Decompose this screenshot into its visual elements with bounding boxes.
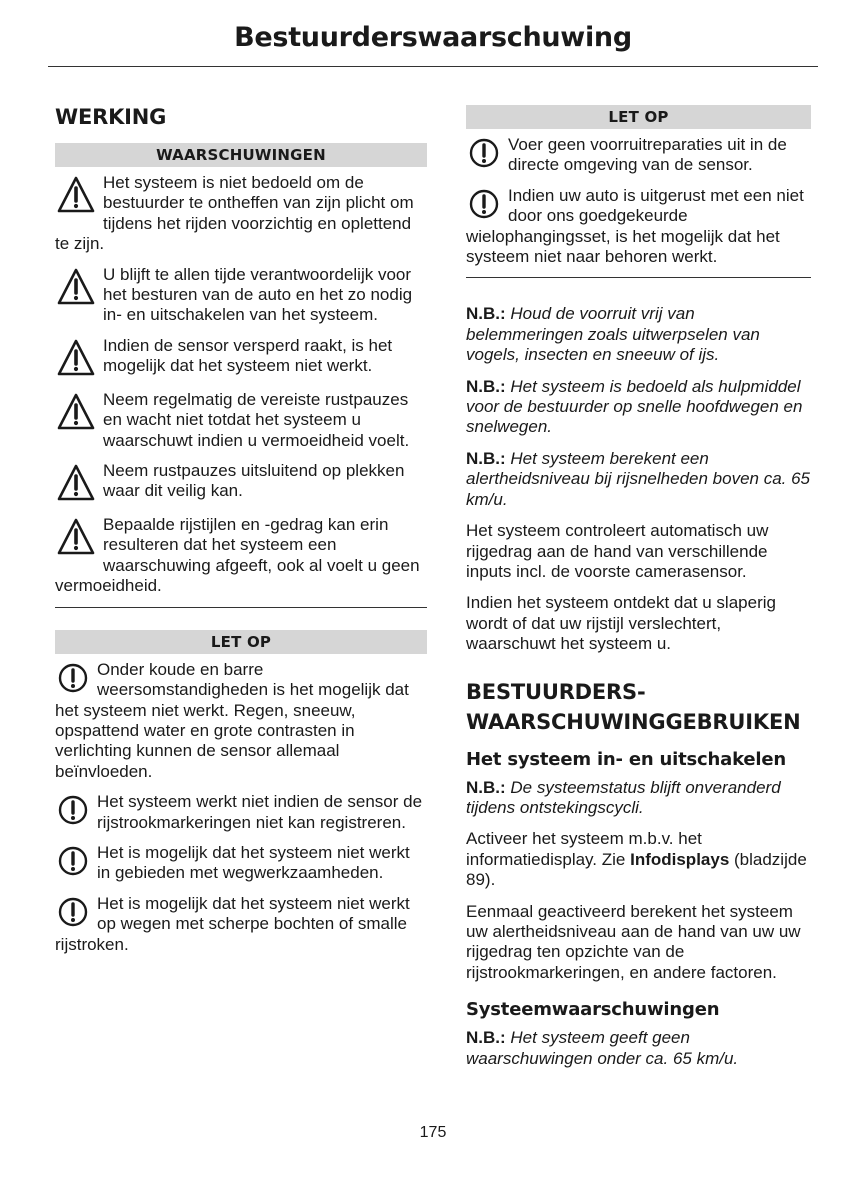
caution-circle-icon (57, 845, 89, 879)
list-item (55, 173, 427, 255)
list-item-text: Voer geen voorruitreparaties uit in de directe omgeving van de sensor. (508, 135, 787, 175)
warning-triangle-icon (57, 338, 95, 378)
note-label: N.B.: (466, 304, 506, 324)
body-paragraph: Eenmaal geactiveerd berekent het systeem uw alertheidsniveau aan de hand van uw uw rijgedrag ten opzichte van de rijstrookmarkeringen, en andere factoren. (466, 901, 801, 982)
list-item-text: Het systeem is niet bedoeld om de bestuurder te ontheffen van zijn plicht om tijdens het rijden voorzichtig en oplettend te zijn. (55, 173, 414, 254)
section-heading-gebruiken (466, 677, 811, 737)
caution-circle-icon (57, 896, 89, 930)
list-item-text: Indien uw auto is uitgerust met een niet door ons goedgekeurde wielophangingsset, is het mogelijk dat het systeem niet naar behoren werkt. (466, 185, 804, 267)
caution-box-left (55, 630, 427, 955)
list-item-text: Onder koude en barre weersomstandigheden is het mogelijk dat het systeem niet werkt. Regen, sneeuw, opspattend water en grote contrasten in verlichting kunnen de sensor allemaal beïnvloeden. (55, 659, 409, 781)
list-item-text: Indien de sensor versperd raakt, is het mogelijk dat het systeem niet werkt. (103, 335, 393, 376)
list-item (55, 390, 427, 451)
section-heading-line: BESTUURDERS- (466, 679, 646, 704)
note-label: N.B.: (466, 777, 506, 797)
list-item (466, 135, 811, 176)
list-item-text: U blijft te allen tijde verantwoordelijk voor het besturen van de auto en het zo nodig in- en uitschakelen van het systeem. (103, 264, 413, 325)
list-item (466, 186, 811, 268)
caution-box-right (466, 105, 811, 278)
warnings-box-divider (55, 607, 427, 608)
subheading-systeemwaarschuwingen: Systeemwaarschuwingen (466, 999, 720, 1021)
warning-triangle-icon (57, 175, 95, 215)
caution-circle-icon (468, 188, 500, 222)
body-paragraph: Het systeem controleert automatisch uw rijgedrag aan de hand van verschillende inputs incl. de voorste camerasensor. (466, 521, 769, 581)
note-paragraph (466, 778, 811, 819)
list-item (55, 265, 427, 326)
cross-reference-link[interactable]: Infodisplays (630, 849, 730, 869)
page-number: 175 (419, 1124, 447, 1141)
warning-triangle-icon (57, 463, 95, 503)
caution-list (55, 660, 427, 955)
caution-box-title: LET OP (466, 105, 811, 129)
header-divider (48, 66, 818, 67)
list-item-text: Het is mogelijk dat het systeem niet werkt in gebieden met wegwerkzaamheden. (97, 842, 410, 883)
warnings-box (55, 143, 427, 608)
note-label: N.B.: (466, 376, 506, 396)
caution-circle-icon (468, 137, 500, 171)
caution-box-title: LET OP (55, 630, 427, 654)
list-item (55, 843, 427, 884)
note-paragraph (466, 449, 811, 510)
list-item-text: Het systeem werkt niet indien de sensor de rijstrookmarkeringen niet kan registreren. (97, 792, 423, 832)
list-item-text: Bepaalde rijstijlen en -gedrag kan erin resulteren dat het systeem een waarschuwing afgeeft, ook al voelt u geen vermoeidheid. (55, 515, 420, 596)
caution-box-divider (466, 277, 811, 278)
warning-triangle-icon (57, 392, 95, 432)
note-text: Het systeem berekent een alertheidsniveau bij rijsnelheden boven ca. 65 km/u. (466, 448, 811, 509)
note-paragraph (466, 377, 811, 438)
warning-triangle-icon (57, 517, 95, 557)
list-item (55, 660, 427, 782)
note-paragraph (466, 304, 811, 365)
page-title: Bestuurderswaarschuwing (234, 22, 632, 53)
list-item-text: Het is mogelijk dat het systeem niet werkt op wegen met scherpe bochten of smalle rijstroken. (55, 893, 410, 954)
caution-circle-icon (57, 794, 89, 828)
list-item-text: Neem rustpauzes uitsluitend op plekken waar dit veilig kan. (103, 461, 405, 501)
warnings-box-title: WAARSCHUWINGEN (55, 143, 427, 167)
note-paragraph (466, 1028, 811, 1069)
note-text: De systeemstatus blijft onveranderd tijdens ontstekingscycli. (466, 777, 781, 817)
list-item (55, 461, 427, 505)
warnings-list (55, 173, 427, 597)
note-label: N.B.: (466, 448, 506, 468)
body-text: Activeer het systeem m.b.v. het informatiedisplay. Zie (466, 829, 702, 869)
note-text: Het systeem geeft geen waarschuwingen onder ca. 65 km/u. (466, 1028, 739, 1068)
list-item-text: Neem regelmatig de vereiste rustpauzes en wacht niet totdat het systeem u waarschuwt indien u vermoeidheid voelt. (103, 389, 410, 450)
note-text: Het systeem is bedoeld als hulpmiddel voor de bestuurder op snelle hoofdwegen en snelwegen. (466, 376, 803, 437)
note-text: Houd de voorruit vrij van belemmeringen zoals uitwerpselen van vogels, insecten en sneeuw of ijs. (466, 304, 760, 365)
caution-list (466, 135, 811, 267)
body-text: (bladzijde 89). (466, 849, 807, 890)
list-item (55, 336, 427, 380)
left-column (55, 105, 427, 965)
subheading-in-uitschakelen: Het systeem in- en uitschakelen (466, 748, 786, 770)
note-label: N.B.: (466, 1028, 506, 1048)
section-heading-line: WAARSCHUWINGGEBRUIKEN (466, 709, 801, 734)
section-heading-werking: WERKING (55, 105, 167, 129)
caution-circle-icon (57, 662, 89, 696)
body-paragraph (466, 829, 811, 890)
warning-triangle-icon (57, 267, 95, 307)
list-item (55, 792, 427, 833)
list-item (55, 515, 427, 597)
body-paragraph: Indien het systeem ontdekt dat u slaperig wordt of dat uw rijstijl verslechtert, waarschuwt het systeem u. (466, 593, 776, 654)
right-column (466, 105, 811, 1080)
list-item (55, 894, 427, 955)
